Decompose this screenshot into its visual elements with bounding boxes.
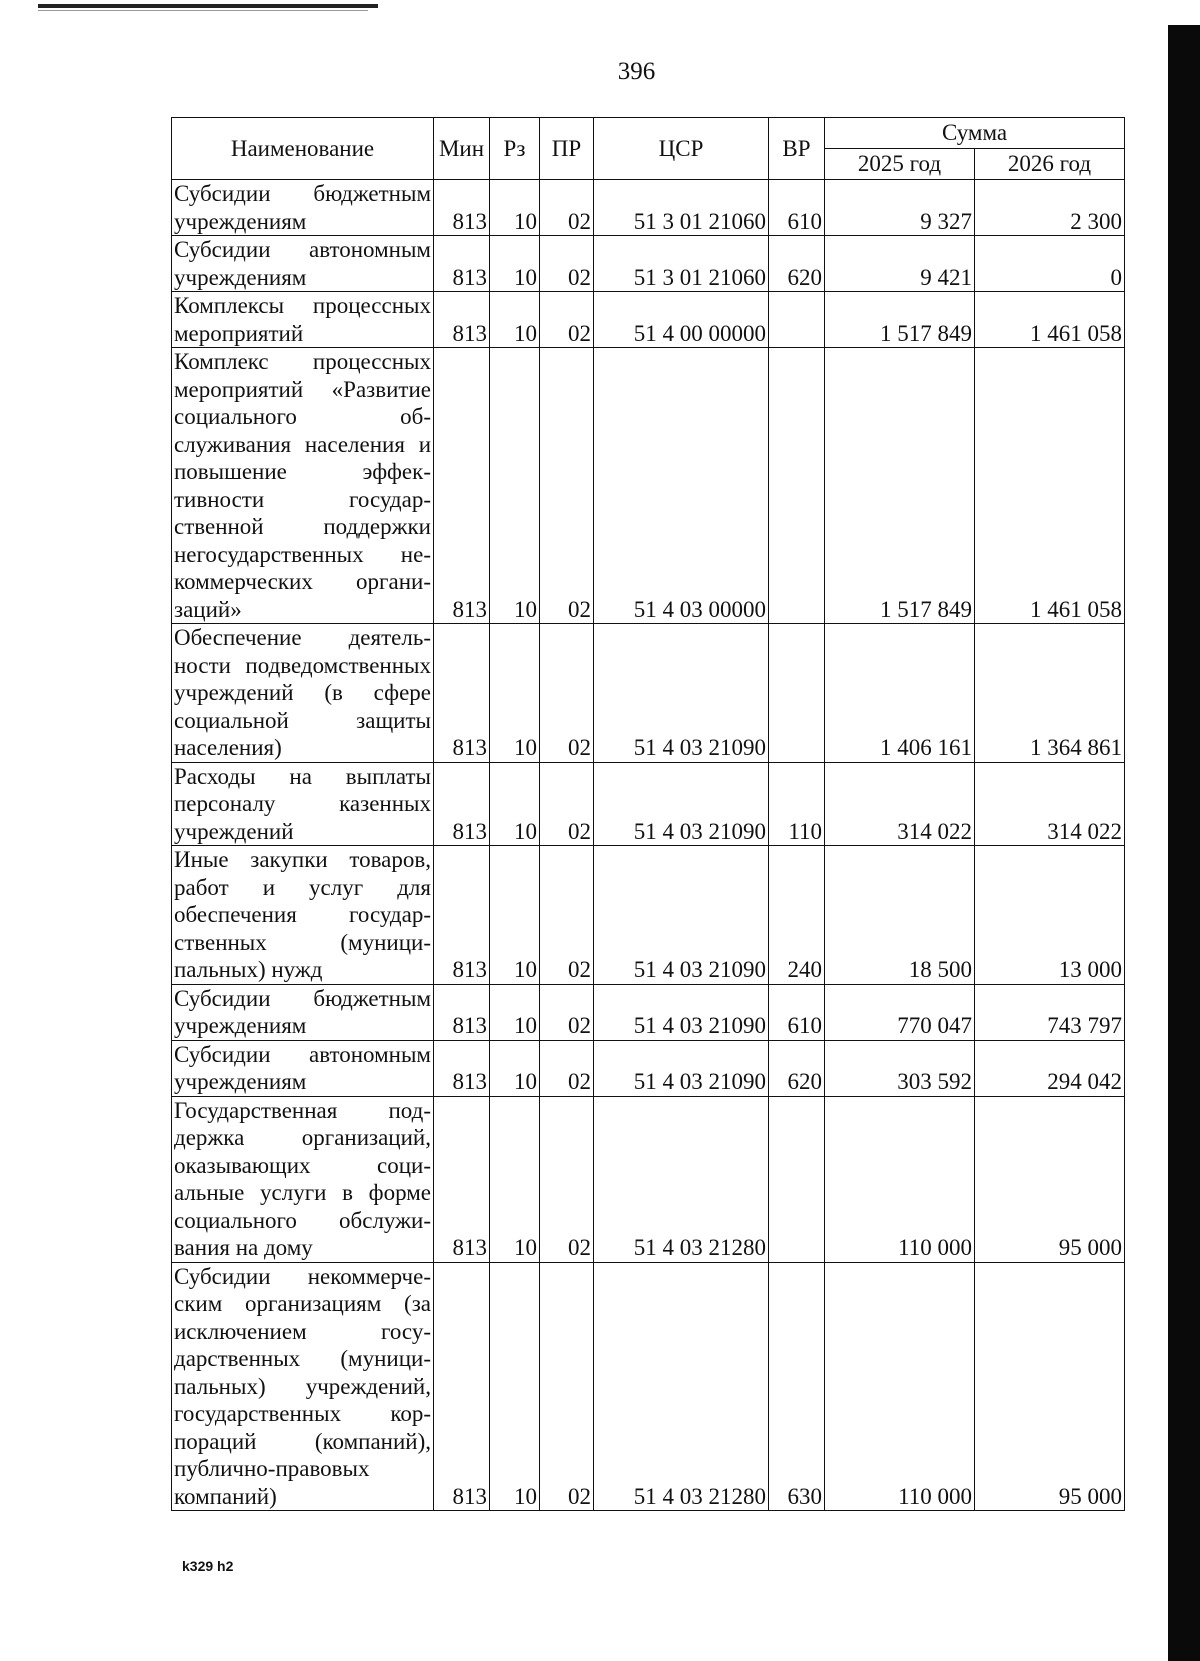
cell-y2025: 314 022 (825, 762, 975, 846)
cell-y2026: 2 300 (975, 180, 1125, 236)
cell-y2025: 770 047 (825, 984, 975, 1040)
cell-min: 813 (434, 348, 490, 624)
table-row (172, 292, 1125, 348)
cell-csr: 51 4 03 21090 (594, 846, 769, 985)
budget-table (171, 117, 1125, 1511)
header-csr: ЦСР (594, 118, 769, 180)
cell-vr: 110 (769, 762, 825, 846)
cell-name: Субсидии автономным учреждениям (172, 236, 434, 292)
cell-csr: 51 4 00 00000 (594, 292, 769, 348)
cell-y2025: 9 421 (825, 236, 975, 292)
cell-min: 813 (434, 292, 490, 348)
cell-pr: 02 (540, 762, 594, 846)
header-vr: ВР (769, 118, 825, 180)
cell-y2025: 303 592 (825, 1040, 975, 1096)
page-number: 396 (617, 58, 656, 85)
cell-csr: 51 4 03 00000 (594, 348, 769, 624)
cell-min: 813 (434, 1040, 490, 1096)
header-min: Мин (434, 118, 490, 180)
cell-pr: 02 (540, 180, 594, 236)
cell-vr: 620 (769, 236, 825, 292)
cell-vr (769, 624, 825, 763)
cell-y2025: 110 000 (825, 1262, 975, 1511)
cell-csr: 51 4 03 21090 (594, 762, 769, 846)
cell-name: Субсидии бюджетным учреждениям (172, 180, 434, 236)
cell-pr: 02 (540, 1040, 594, 1096)
scan-top-edge-thin (38, 10, 368, 11)
cell-y2026: 95 000 (975, 1096, 1125, 1262)
cell-pr: 02 (540, 846, 594, 985)
cell-rz: 10 (490, 762, 540, 846)
cell-y2026: 0 (975, 236, 1125, 292)
cell-vr: 610 (769, 984, 825, 1040)
cell-y2026: 1 461 058 (975, 348, 1125, 624)
cell-name: Субсидии автономным учреждениям (172, 1040, 434, 1096)
cell-csr: 51 4 03 21090 (594, 984, 769, 1040)
cell-rz: 10 (490, 180, 540, 236)
cell-y2026: 314 022 (975, 762, 1125, 846)
cell-csr: 51 4 03 21280 (594, 1262, 769, 1511)
cell-y2025: 110 000 (825, 1096, 975, 1262)
table-row (172, 846, 1125, 985)
table-row (172, 984, 1125, 1040)
cell-name: Расходы на выплаты персоналу казенных учреждений (172, 762, 434, 846)
cell-y2025: 1 406 161 (825, 624, 975, 763)
cell-y2025: 1 517 849 (825, 348, 975, 624)
table-row (172, 236, 1125, 292)
cell-y2026: 1 461 058 (975, 292, 1125, 348)
cell-pr: 02 (540, 624, 594, 763)
cell-rz: 10 (490, 348, 540, 624)
cell-name: Государственная поддержка организаций, оказывающих социальные услуги в форме социального обслуживания на дому (172, 1096, 434, 1262)
cell-name: Обеспечение деятельности подведомственных учреждений (в сфере социальной защиты населения) (172, 624, 434, 763)
cell-vr (769, 1096, 825, 1262)
header-sum: Сумма (825, 118, 1125, 149)
cell-vr: 620 (769, 1040, 825, 1096)
header-pr: ПР (540, 118, 594, 180)
header-rz: Рз (490, 118, 540, 180)
table-row (172, 348, 1125, 624)
cell-vr (769, 292, 825, 348)
cell-csr: 51 4 03 21280 (594, 1096, 769, 1262)
cell-vr: 610 (769, 180, 825, 236)
cell-min: 813 (434, 624, 490, 763)
cell-min: 813 (434, 984, 490, 1040)
cell-csr: 51 4 03 21090 (594, 1040, 769, 1096)
cell-y2026: 743 797 (975, 984, 1125, 1040)
scan-top-edge (38, 4, 378, 8)
cell-csr: 51 4 03 21090 (594, 624, 769, 763)
table-row (172, 1096, 1125, 1262)
header-2025: 2025 год (825, 149, 975, 180)
cell-y2025: 18 500 (825, 846, 975, 985)
cell-name: Комплексы процессных мероприятий (172, 292, 434, 348)
cell-rz: 10 (490, 984, 540, 1040)
cell-name: Субсидии некоммерческим организациям (за исключением государственных (муниципальных) учреждений, государственных корпораций (компаний), публично-правовых компаний) (172, 1262, 434, 1511)
cell-vr: 240 (769, 846, 825, 985)
cell-csr: 51 3 01 21060 (594, 236, 769, 292)
header-2026: 2026 год (975, 149, 1125, 180)
footer-code: k329 h2 (182, 1558, 234, 1574)
cell-min: 813 (434, 180, 490, 236)
cell-vr: 630 (769, 1262, 825, 1511)
cell-min: 813 (434, 1262, 490, 1511)
table-row (172, 624, 1125, 763)
cell-name: Субсидии бюджетным учреждениям (172, 984, 434, 1040)
cell-name: Иные закупки товаров, работ и услуг для обеспечения государственных (муниципальных) нужд (172, 846, 434, 985)
cell-rz: 10 (490, 1262, 540, 1511)
cell-min: 813 (434, 762, 490, 846)
table-row (172, 180, 1125, 236)
cell-y2025: 9 327 (825, 180, 975, 236)
cell-min: 813 (434, 1096, 490, 1262)
cell-rz: 10 (490, 292, 540, 348)
cell-pr: 02 (540, 292, 594, 348)
cell-pr: 02 (540, 348, 594, 624)
cell-y2026: 13 000 (975, 846, 1125, 985)
cell-pr: 02 (540, 236, 594, 292)
table-body (172, 180, 1125, 1511)
table-row (172, 762, 1125, 846)
cell-y2026: 1 364 861 (975, 624, 1125, 763)
cell-rz: 10 (490, 236, 540, 292)
cell-rz: 10 (490, 1040, 540, 1096)
cell-y2026: 95 000 (975, 1262, 1125, 1511)
cell-pr: 02 (540, 984, 594, 1040)
cell-csr: 51 3 01 21060 (594, 180, 769, 236)
table-row (172, 1040, 1125, 1096)
cell-pr: 02 (540, 1096, 594, 1262)
scan-right-edge (1168, 25, 1200, 1661)
cell-y2025: 1 517 849 (825, 292, 975, 348)
cell-rz: 10 (490, 846, 540, 985)
cell-rz: 10 (490, 1096, 540, 1262)
cell-vr (769, 348, 825, 624)
header-row (172, 118, 1125, 149)
cell-min: 813 (434, 236, 490, 292)
cell-y2026: 294 042 (975, 1040, 1125, 1096)
cell-min: 813 (434, 846, 490, 985)
cell-name: Комплекс процессных мероприятий «Развитие социального обслуживания населения и повышение эффективности государственной поддержки негосударственных некоммерческих организаций» (172, 348, 434, 624)
header-name: Наименование (172, 118, 434, 180)
cell-rz: 10 (490, 624, 540, 763)
cell-pr: 02 (540, 1262, 594, 1511)
table-row (172, 1262, 1125, 1511)
